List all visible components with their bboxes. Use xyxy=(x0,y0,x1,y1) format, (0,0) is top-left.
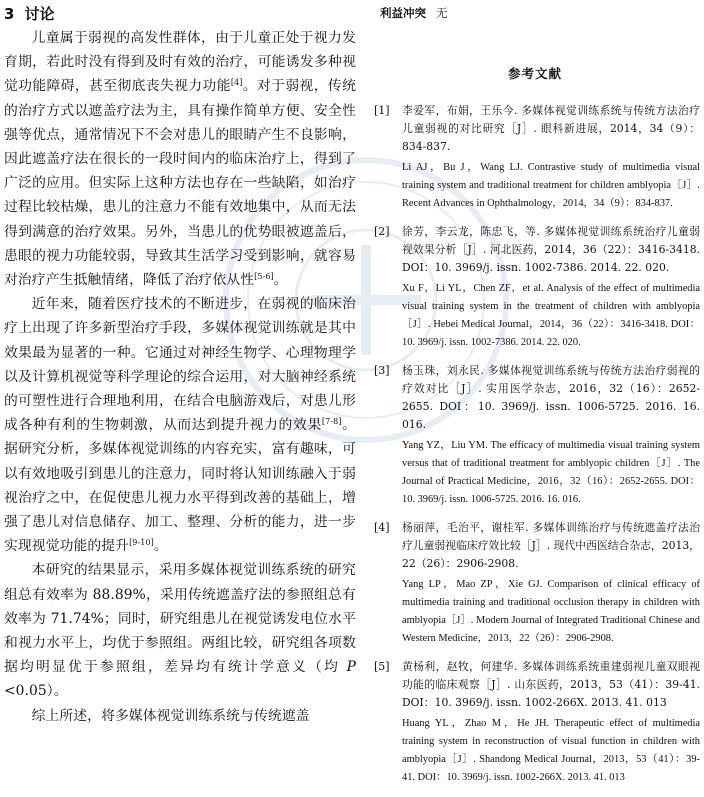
reference-number: [5] xyxy=(374,660,390,673)
reference-item xyxy=(370,362,700,509)
citation-marker: [9-10] xyxy=(129,538,154,548)
citation-marker: [7-8] xyxy=(321,417,342,427)
references-heading: 参考文献 xyxy=(507,66,562,81)
section-heading xyxy=(4,4,356,24)
citation-marker: [4] xyxy=(230,78,243,88)
reference-number: [1] xyxy=(374,104,390,117)
reference-item xyxy=(370,658,700,787)
discussion-paragraph-1: 儿童属于弱视的高发性群体，由于儿童正处于视力发育期，若此时没有得到及时有效的治疗，可能诱发多种视觉功能障碍，甚至彻底丧失视力功能[4]。对于弱视，传统的治疗方式以遮盖疗法为主，具有操作简单方便、安全性强等优点，通常情况下不会对患儿的眼睛产生不良影响，因此遮盖疗法在很长的一段时间内的临床治疗上，得到了广泛的应用。但实际上这种方法也存在一些缺陷，如治疗过程比较枯燥，患儿的注意力不能有效地集中，从而无法得到满意的治疗效果。另外，当患儿的优势眼被遮盖后，患眼的视力功能较弱，导致其生活学习受到影响，就容易对治疗产生抵触情绪，降低了治疗依从性[5-6]。 xyxy=(4,30,356,289)
discussion-paragraph-3: 本研究的结果显示，采用多媒体视觉训练系统的研究组总有效率为 88.89%，采用传统遮盖疗法的参照组总有效率为 71.74%；同时，研究组患儿在视觉诱发电位水平和视力水平上，均优于参照组。两组比较，研究组各项数据均明显优于参照组，差异均有统计学意义（均 P <0.05）。 xyxy=(4,562,356,700)
reference-number: [4] xyxy=(374,521,390,534)
reference-english: Xu F，Li YL，Chen ZF，et al. Analysis of the effect of multimedia visual training system in the treatment of children with amblyopia［J］. Hebei Medical Journal，2014，36（22）：3416-3418. DOI：10. 3969/j. issn. 1002-7386. 2014. 22. 020. xyxy=(402,283,700,348)
reference-chinese: 徐芳，李云龙，陈忠飞，等. 多媒体视觉训练系统治疗儿童弱视效果分析［J］. 河北医药，2014，36（22）：3416-3418. DOI：10. 3969/j. issn. 1002-7386. 2014. 22. 020. xyxy=(402,225,700,274)
reference-item xyxy=(370,223,700,352)
reference-english: Yang YZ，Liu YM. The efficacy of multimedia visual training system versus that of traditional treatment for amblyopic children［J］. The Journal of Practical Medicine，2016，32（16）：2652-2655. DOI：10. 3969/j. issn. 1006-5725. 2016. 16. 016. xyxy=(402,440,700,505)
left-column xyxy=(4,4,356,728)
section-title: 讨论 xyxy=(24,5,55,23)
conflict-of-interest xyxy=(380,4,700,22)
reference-chinese: 李爱军，布娟，王乐今. 多媒体视觉训练系统与传统方法治疗儿童弱视的对比研究［J］. 眼科新进展，2014，34（9）：834-837. xyxy=(402,104,700,153)
reference-item xyxy=(370,519,700,648)
citation-marker: [5-6] xyxy=(254,272,274,282)
discussion-paragraph-2: 近年来，随着医疗技术的不断进步，在弱视的临床治疗上出现了许多新型治疗手段，多媒体视觉训练就是其中效果最为显著的一种。它通过对神经生物学、心理物理学以及计算机视觉等科学理论的综合运用，对大脑神经系统的可塑性进行合理地利用，在结合电脑游戏后，对患儿形成各种有利的生物刺激，从而达到提升视力的效果[7-8]。据研究分析，多媒体视觉训练的内容充实，富有趣味，可以有效地吸引到患儿的注意力，同时将认知训练融入于弱视治疗之中，在促使患儿视力水平得到改善的基础上，增强了患儿对信息储存、加工、整理、分析的能力，进一步实现视觉功能的提升[9-10]。 xyxy=(4,296,356,555)
reference-item xyxy=(370,102,700,213)
reference-list xyxy=(370,102,700,787)
reference-number: [2] xyxy=(374,225,390,238)
italic-symbol: P xyxy=(346,659,356,676)
discussion-paragraph-4: 综上所述，将多媒体视觉训练系统与传统遮盖 xyxy=(31,707,310,724)
reference-english: Yang LP，Mao ZP，Xie GJ. Comparison of clinical efficacy of multimedia training and traditional occlusion therapy in children with amblyopia［J］. Modern Journal of Integrated Traditional Chinese and Western Medicine，2013，22（26）：2906-2908. xyxy=(402,579,700,644)
reference-english: Huang YL，Zhao M，He JH. Therapeutic effect of multimedia training system in reconstruction of visual function in children with amblyopia［J］. Shandong Medical Journal，2013，53（41）：39-41. DOI：10. 3969/j. issn. 1002-266X. 2013. 41. 013 xyxy=(402,718,700,783)
reference-english: Li AJ，Bu J，Wang LJ. Contrastive study of multimedia visual training system and traditional treatment for children amblyopia［J］. Recent Advances in Ophthalmology，2014，34（9）：834-837. xyxy=(402,162,700,209)
reference-number: [3] xyxy=(374,364,390,377)
reference-chinese: 杨丽萍，毛治平，谢桂军. 多媒体训练治疗与传统遮盖疗法治疗儿童弱视临床疗效比较［J］. 现代中西医结合杂志，2013，22（26）：2906-2908. xyxy=(402,521,700,570)
right-column xyxy=(370,4,700,797)
reference-chinese: 杨玉珠，刘永民. 多媒体视觉训练系统与传统方法治疗弱视的疗效对比［J］. 实用医学杂志，2016，32（16）：2652-2655. DOI：10. 3969/j. issn. 1006-5725. 2016. 16. 016. xyxy=(402,364,700,431)
conflict-value: 无 xyxy=(436,6,448,20)
reference-chinese: 黄杨利，赵牧，何建华. 多媒体训练系统重建弱视儿童双眼视功能的临床观察［J］. 山东医药，2013，53（41）：39-41. DOI：10. 3969/j. issn. 1002-266X. 2013. 41. 013 xyxy=(402,660,700,709)
section-number: 3 xyxy=(4,5,15,23)
conflict-label: 利益冲突 xyxy=(380,6,426,20)
